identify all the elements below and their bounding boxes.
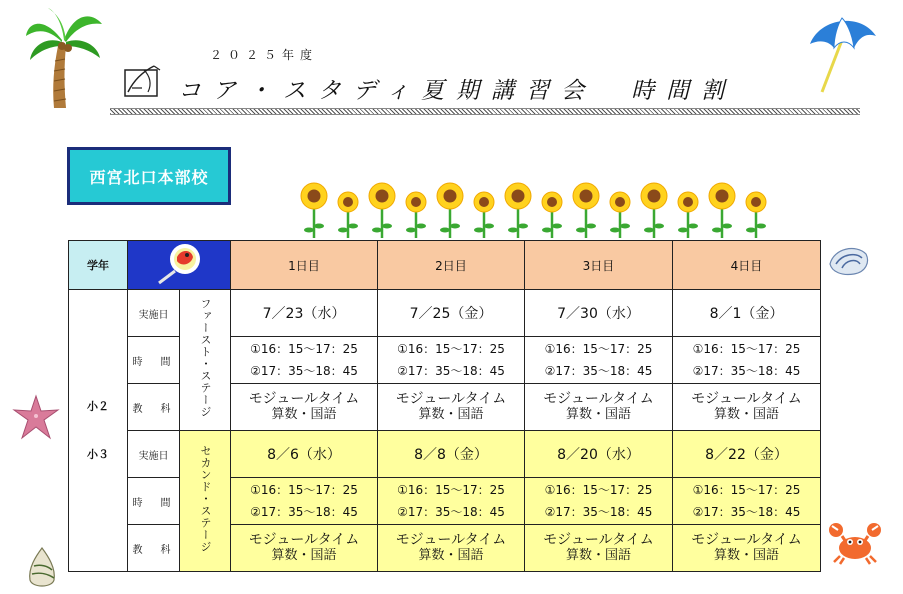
sunflower-icon	[746, 192, 766, 238]
sunflower-icon	[301, 183, 327, 238]
time-cell: ①16：15～17：25 ②17：35～18：45	[231, 337, 378, 384]
time-cell: ①16：15～17：25 ②17：35～18：45	[378, 478, 525, 525]
subject-cell: モジュールタイム 算数・国語	[525, 384, 673, 431]
grade-2: 小２	[87, 399, 109, 413]
day-header-2: 2日目	[378, 241, 525, 290]
row-label-date: 実施日	[128, 290, 180, 337]
date-cell: 8／8（金）	[378, 431, 525, 478]
sunflower-icon	[573, 183, 599, 238]
date-cell: 7／30（水）	[525, 290, 673, 337]
subject-cell: モジュールタイム 算数・国語	[231, 525, 378, 572]
row-label-time: 時 間	[128, 478, 180, 525]
schedule-table	[68, 240, 821, 572]
time-cell: ①16：15～17：25 ②17：35～18：45	[525, 337, 673, 384]
day-header-4: 4日目	[673, 241, 821, 290]
day-header-3: 3日目	[525, 241, 673, 290]
subject-cell: モジュールタイム 算数・国語	[231, 384, 378, 431]
subject-cell: モジュールタイム 算数・国語	[378, 384, 525, 431]
title-divider	[110, 108, 860, 115]
time-cell: ①16：15～17：25 ②17：35～18：45	[231, 478, 378, 525]
first-stage-date-row	[69, 290, 821, 337]
shell-icon	[826, 242, 870, 276]
sunflower-icon	[610, 192, 630, 238]
crab-icon	[828, 516, 882, 566]
year-label: ２０２５年度	[210, 48, 319, 62]
subject-cell: モジュールタイム 算数・国語	[673, 525, 821, 572]
row-label-subject: 教 科	[128, 525, 180, 572]
header-row	[69, 241, 821, 290]
sunflower-icon	[369, 183, 395, 238]
sunflower-icon	[505, 183, 531, 238]
beach-umbrella-icon	[800, 14, 880, 94]
date-cell: 8／1（金）	[673, 290, 821, 337]
grade-header: 学年	[69, 241, 128, 290]
subject-cell: モジュールタイム 算数・国語	[378, 525, 525, 572]
time-cell: ①16：15～17：25 ②17：35～18：45	[673, 478, 821, 525]
starfish-icon	[12, 394, 60, 440]
logo-icon	[124, 62, 164, 98]
row-label-subject: 教 科	[128, 384, 180, 431]
sunflower-icon	[542, 192, 562, 238]
time-cell: ①16：15～17：25 ②17：35～18：45	[525, 478, 673, 525]
grade-3: 小３	[87, 447, 109, 461]
row-label-date: 実施日	[128, 431, 180, 478]
sunflower-icon	[709, 183, 735, 238]
stage-first: ファースト・ステージ	[180, 290, 231, 431]
row-label-time: 時 間	[128, 337, 180, 384]
date-cell: 8／22（金）	[673, 431, 821, 478]
date-cell: 7／25（金）	[378, 290, 525, 337]
date-cell: 7／23（水）	[231, 290, 378, 337]
date-cell: 8／20（水）	[525, 431, 673, 478]
palm-tree-icon	[24, 6, 104, 110]
page-title: コア・スタディ夏期講習会 時間割	[178, 78, 737, 104]
campus-name: 西宮北口本部校	[70, 150, 228, 202]
sunflower-icon	[437, 183, 463, 238]
fan-icon	[128, 241, 231, 290]
sunflower-icon	[641, 183, 667, 238]
sunflower-icon	[406, 192, 426, 238]
grade-cell	[69, 290, 128, 572]
time-cell: ①16：15～17：25 ②17：35～18：45	[673, 337, 821, 384]
subject-cell: モジュールタイム 算数・国語	[525, 525, 673, 572]
sunflower-row	[296, 180, 771, 238]
subject-cell: モジュールタイム 算数・国語	[673, 384, 821, 431]
sunflower-icon	[678, 192, 698, 238]
snail-shell-icon	[24, 546, 60, 590]
sunflower-icon	[338, 192, 358, 238]
time-cell: ①16：15～17：25 ②17：35～18：45	[378, 337, 525, 384]
stage-second: セカンド・ステージ	[180, 431, 231, 572]
date-cell: 8／6（水）	[231, 431, 378, 478]
second-stage-date-row	[69, 431, 821, 478]
day-header-1: 1日目	[231, 241, 378, 290]
sunflower-icon	[474, 192, 494, 238]
campus-badge	[67, 147, 231, 205]
